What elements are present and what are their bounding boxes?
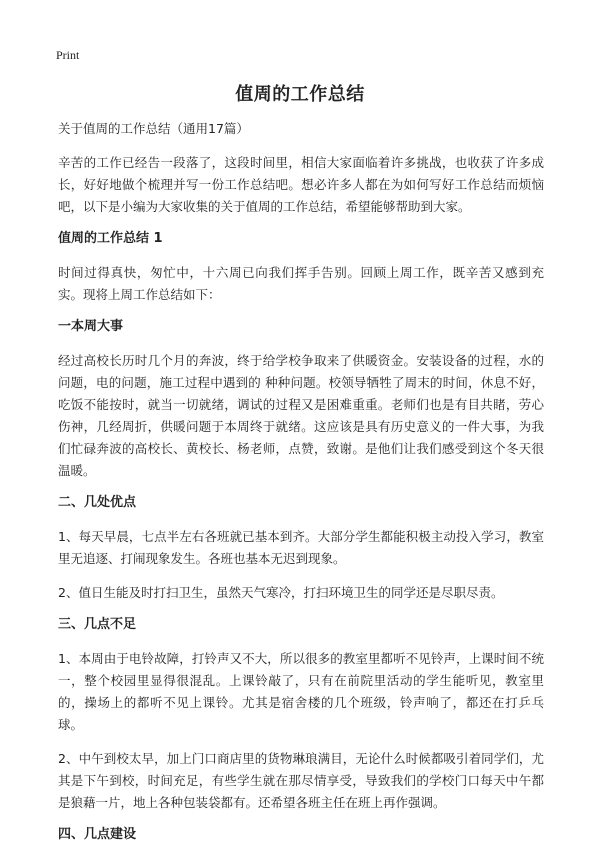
- section-heading-shortcomings: 三、几点不足: [58, 617, 137, 632]
- section-heading-summary-1: 值周的工作总结 1: [58, 231, 163, 246]
- page-title: 值周的工作总结: [235, 84, 365, 105]
- document-body: [58, 120, 544, 858]
- print-link[interactable]: Print: [56, 48, 80, 62]
- shortcomings-item-2: 2、中午到校太早，加上门口商店里的货物琳琅满目，无论什么时候都吸引着同学们，尤其是下午到校，时间充足，有些学生就在那尽情享受，导致我们的学校门口每天中午都是狼藉一片，地上各种包装袋都有。还希望各班主任在班上再作强调。: [58, 751, 544, 810]
- document-subtitle: 关于值周的工作总结（通用17篇）: [58, 121, 249, 136]
- section-heading-major-events: 一本周大事: [58, 319, 124, 334]
- intro-paragraph: 辛苦的工作已经告一段落了，这段时间里，相信大家面临着许多挑战，也收获了许多成长，好好地做个梳理并写一份工作总结吧。想必许多人都在为如何写好工作总结而烦恼吧，以下是小编为大家收集的关于值周的工作总结，希望能够帮助到大家。: [58, 155, 544, 214]
- summary-1-paragraph: 时间过得真快，匆忙中，十六周已向我们挥手告别。回顾上周工作，既辛苦又感到充实。现将上周工作总结如下：: [58, 265, 544, 302]
- shortcomings-item-1: 1、本周由于电铃故障，打铃声又不大，所以很多的教室里都听不见铃声，上课时间不统一，整个校园里显得很混乱。上课铃敲了，只有在前院里活动的学生能听见，教室里的，操场上的都听不见上课铃。尤其是宿舍楼的几个班级，铃声响了，都还在打乒乓球。: [58, 651, 544, 732]
- strengths-item-1: 1、每天早晨，七点半左右各班就已基本到齐。大部分学生都能积极主动投入学习，教室里无追逐、打闹现象发生。各班也基本无迟到现象。: [58, 529, 544, 566]
- section-heading-strengths: 二、几处优点: [58, 495, 137, 510]
- strengths-item-2: 2、值日生能及时打扫卫生，虽然天气寒冷，打扫环境卫生的同学还是尽职尽责。: [58, 585, 504, 600]
- section-heading-suggestions: 四、几点建设: [58, 827, 137, 842]
- major-events-paragraph: 经过高校长历时几个月的奔波，终于给学校争取来了供暖资金。安装设备的过程，水的问题，电的问题，施工过程中遇到的 种种问题。校领导牺牲了周末的时间，休息不好，吃饭不能按时，就当一切就绪，调试的过程又是困难重重。老师们也是有目共睹，劳心伤神，几经周折，供暖问题于本周终于就绪。这应该是具有历史意义的一件大事，为我们忙碌奔波的高校长、黄校长、杨老师，点赞，致谢。是他们让我们感受到这个冬天很温暖。: [58, 353, 544, 478]
